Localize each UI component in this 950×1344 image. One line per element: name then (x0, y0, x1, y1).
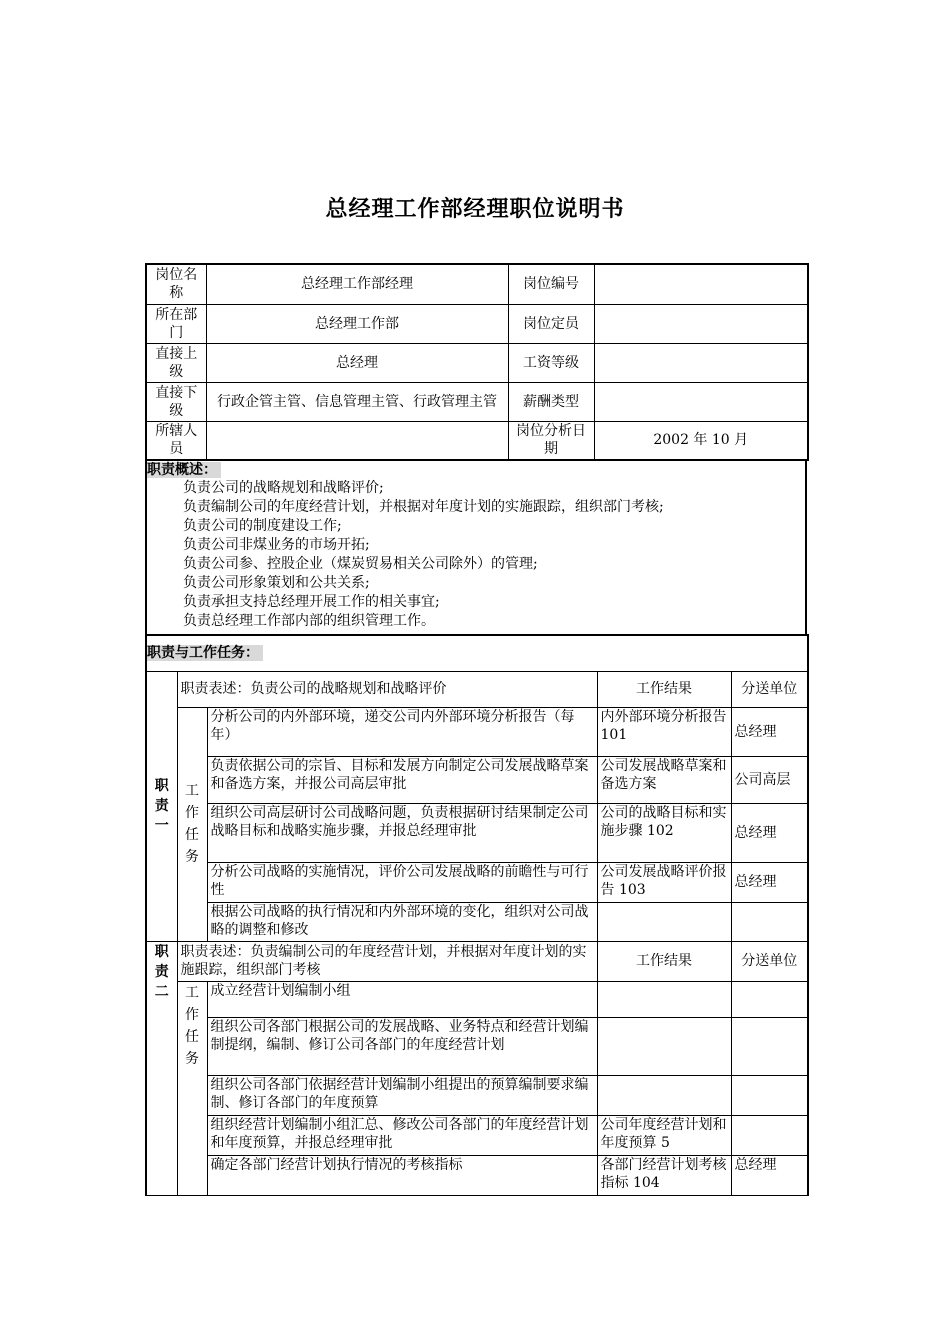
page-title: 总经理工作部经理职位说明书 (325, 197, 625, 222)
task-dest (731, 1017, 808, 1075)
task-result: 公司年度经营计划和年度预算 5 (597, 1115, 731, 1155)
summary-table (145, 460, 807, 636)
task-result: 公司发展战略评价报告 103 (597, 862, 731, 902)
summary-line: 负责公司的战略规划和战略评价; (183, 480, 384, 496)
result-header: 工作结果 (597, 941, 731, 981)
info-label: 岗位定员 (508, 304, 594, 343)
task-dest: 总经理 (731, 803, 808, 862)
task-text: 组织公司各部门依据经营计划编制小组提出的预算编制要求编制、修订各部门的年度预算 (207, 1075, 597, 1115)
task-text: 组织经营计划编制小组汇总、修改公司各部门的年度经营计划和年度预算，并报总经理审批 (207, 1115, 597, 1155)
info-value: 2002 年 10 月 (594, 421, 808, 460)
summary-line: 负责公司非煤业务的市场开拓; (183, 537, 370, 553)
duties-table (145, 634, 809, 1196)
info-label: 工资等级 (508, 343, 594, 382)
summary-line: 负责编制公司的年度经营计划，并根据对年度计划的实施跟踪，组织部门考核; (183, 499, 664, 515)
summary-line: 负责公司参、控股企业（煤炭贸易相关公司除外）的管理; (183, 556, 538, 572)
task-result (597, 902, 731, 941)
info-label: 岗位分析日期 (508, 421, 594, 460)
duty-label: 职责二 (146, 941, 177, 1195)
summary-line: 负责总经理工作部内部的组织管理工作。 (183, 613, 435, 629)
task-dest (731, 1115, 808, 1155)
task-dest: 总经理 (731, 862, 808, 902)
info-table (145, 263, 809, 461)
task-text: 根据公司战略的执行情况和内外部环境的变化，组织对公司战略的调整和修改 (207, 902, 597, 941)
task-result: 各部门经营计划考核指标 104 (597, 1155, 731, 1195)
task-dest (731, 981, 808, 1017)
info-value (594, 304, 808, 343)
task-dest: 公司高层 (731, 756, 808, 803)
summary-line: 负责公司的制度建设工作; (183, 518, 342, 534)
info-value: 总经理 (206, 343, 508, 382)
duty-label: 职责一 (146, 671, 177, 941)
dest-header: 分送单位 (731, 941, 808, 981)
info-label: 所辖人员 (146, 421, 206, 460)
info-label: 岗位编号 (508, 264, 594, 304)
task-text: 分析公司战略的实施情况，评价公司发展战略的前瞻性与可行性 (207, 862, 597, 902)
task-result: 内外部环境分析报告 101 (597, 707, 731, 756)
task-text: 分析公司的内外部环境，递交公司内外部环境分析报告（每年） (207, 707, 597, 756)
result-header: 工作结果 (597, 671, 731, 707)
duty-desc: 职责表述：负责公司的战略规划和战略评价 (177, 671, 597, 707)
task-result: 公司的战略目标和实施步骤 102 (597, 803, 731, 862)
info-label: 所在部门 (146, 304, 206, 343)
task-result (597, 981, 731, 1017)
summary-line: 负责公司形象策划和公共关系; (183, 575, 370, 591)
task-result (597, 1075, 731, 1115)
info-value: 行政企管主管、信息管理主管、行政管理主管 (206, 382, 508, 421)
task-text: 确定各部门经营计划执行情况的考核指标 (207, 1155, 597, 1195)
task-result: 公司发展战略草案和备选方案 (597, 756, 731, 803)
task-dest (731, 902, 808, 941)
info-value (594, 264, 808, 304)
task-dest: 总经理 (731, 707, 808, 756)
info-label: 薪酬类型 (508, 382, 594, 421)
task-text: 成立经营计划编制小组 (207, 981, 597, 1017)
duties-heading: 职责与工作任务： (147, 645, 263, 661)
info-value: 总经理工作部经理 (206, 264, 508, 304)
task-text: 组织公司高层研讨公司战略问题，负责根据研讨结果制定公司战略目标和战略实施步骤，并报总经理审批 (207, 803, 597, 862)
info-label: 直接上级 (146, 343, 206, 382)
summary-heading: 职责概述： (147, 462, 221, 478)
task-result (597, 1017, 731, 1075)
info-label: 岗位名称 (146, 264, 206, 304)
task-label: 工作任务 (177, 707, 207, 941)
task-text: 组织公司各部门根据公司的发展战略、业务特点和经营计划编制提纲，编制、修订公司各部门的年度经营计划 (207, 1017, 597, 1075)
info-value (594, 382, 808, 421)
duties-heading-cell (146, 635, 808, 671)
task-label: 工作任务 (177, 981, 207, 1195)
summary-cell (146, 461, 806, 635)
info-value (206, 421, 508, 460)
dest-header: 分送单位 (731, 671, 808, 707)
task-text: 负责依据公司的宗旨、目标和发展方向制定公司发展战略草案和备选方案，并报公司高层审批 (207, 756, 597, 803)
info-label: 直接下级 (146, 382, 206, 421)
duty-desc: 职责表述：负责编制公司的年度经营计划，并根据对年度计划的实施跟踪，组织部门考核 (177, 941, 597, 981)
info-value (594, 343, 808, 382)
task-dest (731, 1075, 808, 1115)
info-value: 总经理工作部 (206, 304, 508, 343)
summary-line: 负责承担支持总经理开展工作的相关事宜; (183, 594, 440, 610)
task-dest: 总经理 (731, 1155, 808, 1195)
